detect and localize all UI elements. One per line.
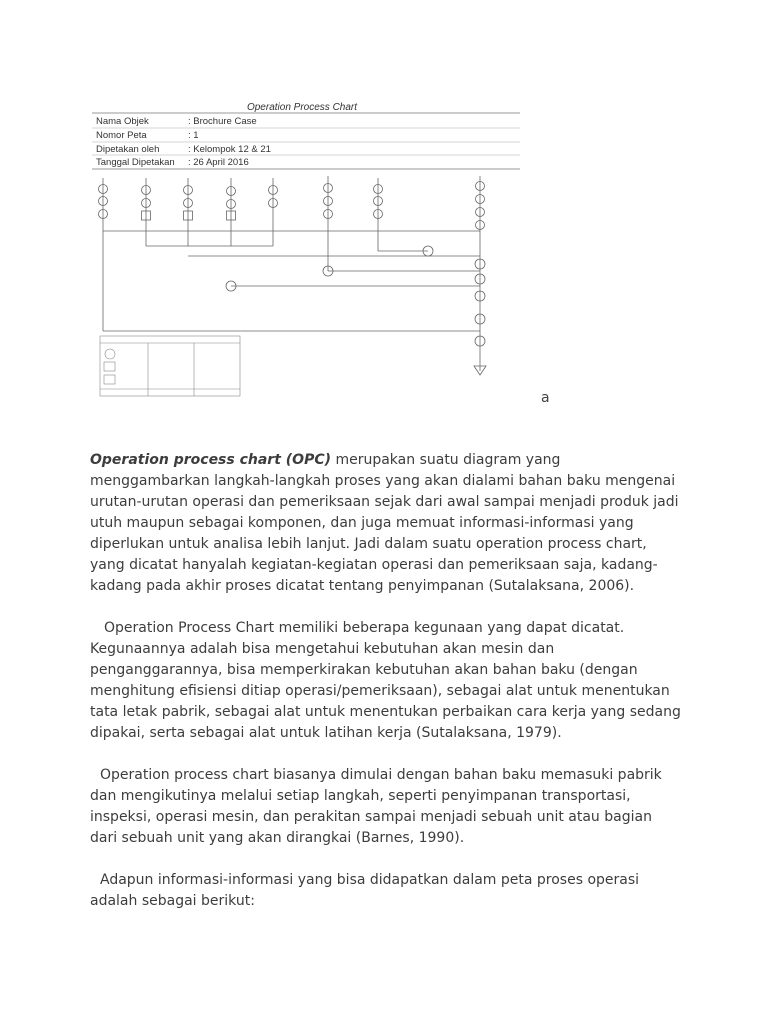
header-label: Nama Objek xyxy=(96,116,149,127)
header-label: Nomor Peta xyxy=(96,130,147,141)
header-value: : Kelompok 12 & 21 xyxy=(188,144,271,155)
opc-summary-table xyxy=(100,336,240,396)
opc-diagram xyxy=(88,96,528,401)
paragraph: Operation process chart biasanya dimulai dengan bahan baku memasuki pabrik dan mengikutinya melalui setiap langkah, seperti penyimpanan transportasi, inspeksi, operasi mesin, dan perakitan sampai menjadi sebuah unit atau bagian dari sebuah unit yang akan dirangkai (Barnes, 1990). xyxy=(90,767,662,846)
header-label: Dipetakan oleh xyxy=(96,144,160,155)
paragraph xyxy=(90,450,682,597)
opc-header-table xyxy=(92,113,520,169)
header-value: : Brochure Case xyxy=(188,116,257,127)
opc-title: Operation Process Chart xyxy=(246,102,358,113)
opc-figure xyxy=(88,96,528,401)
article-body xyxy=(90,450,682,933)
header-label: Tanggal Dipetakan xyxy=(96,157,175,168)
paragraph: Adapun informasi-informasi yang bisa didapatkan dalam peta proses operasi adalah sebagai berikut: xyxy=(90,872,640,909)
paragraph: Operation Process Chart memiliki beberapa kegunaan yang dapat dicatat. Kegunaannya adalah bisa mengetahui kebutuhan akan mesin dan penganggarannya, bisa memperkirakan kebutuhan akan bahan baku (dengan menghitung efisiensi ditiap operasi/pemeriksaan), sebagai alat untuk menentukan tata letak pabrik, sebagai alat untuk menentukan perbaikan cara kerja yang sedang dipakai, serta sebagai alat untuk latihan kerja (Sutalaksana, 1979). xyxy=(90,620,681,741)
figure-caption: a xyxy=(541,390,550,406)
header-value: : 1 xyxy=(188,130,199,141)
header-value: : 26 April 2016 xyxy=(188,157,249,168)
opc-flow xyxy=(99,176,487,375)
opc-term: Operation process chart (OPC) xyxy=(90,452,332,468)
paragraph-text: merupakan suatu diagram yang menggambarkan langkah-langkah proses yang akan dialami bahan baku mengenai urutan-urutan operasi dan pemeriksaan sejak dari awal sampai menjadi produk jadi utuh maupun sebagai komponen, dan juga memuat informasi-informasi yang diperlukan untuk analisa lebih lanjut. Jadi dalam suatu operation process chart, yang dicatat hanyalah kegiatan-kegiatan operasi dan pemeriksaan saja, kadang-kadang pada akhir proses dicatat tentang penyimpanan (Sutalaksana, 2006). xyxy=(90,452,679,594)
